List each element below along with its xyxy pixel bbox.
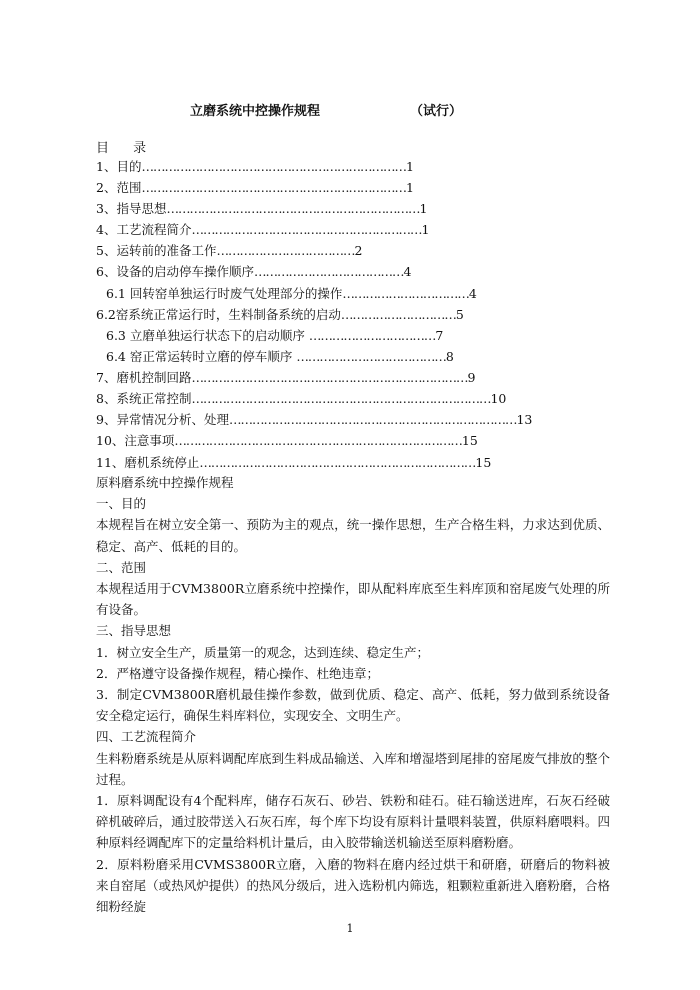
toc-entry-dots: ………………………………… [296, 349, 446, 364]
paragraph: 2．原料粉磨采用CVMS3800R立磨，入磨的物料在磨内经过烘干和研磨，研磨后的物料被来自窑尾（或热风炉提供）的热风分级后，进入选粉机内筛选，粗颗粒重新进入磨粉磨，合格细粉经旋 [96, 856, 610, 915]
toc-entry-dots: …………………………………………………… [191, 222, 422, 237]
toc-entry-dots: …………………………… [308, 328, 436, 343]
title-note: （试行） [410, 104, 463, 119]
toc-entry [96, 453, 491, 473]
paragraph: 生料粉磨系统是从原料调配库底到生料成品输送、入库和增湿塔到尾排的窑尾废气排放的整个过程。 [96, 750, 610, 787]
toc-entry [96, 389, 506, 409]
toc-entry-page: 5 [455, 307, 464, 322]
toc-entry-page: 7 [435, 328, 444, 343]
paragraph: 3．制定CVM3800R磨机最佳操作参数，做到优质、稳定、高产、低耗，努力做到系统设备安全稳定运行，确保生料库料位，实现安全、文明生产。 [96, 687, 610, 724]
toc-entry-page: 2 [354, 243, 363, 258]
toc-entry-text: 4、工艺流程简介 [96, 222, 192, 237]
section-heading: 一、目的 [96, 496, 147, 512]
document-body [96, 472, 610, 917]
toc-entry-text: 5、运转前的准备工作 [96, 243, 217, 258]
toc-entry-page: 1 [405, 180, 414, 195]
toc-entry-dots: ……………………………… [216, 243, 355, 258]
toc-entry-dots: ………………………………… [253, 264, 404, 279]
toc-entry [96, 178, 414, 198]
paragraph: 本规程适用于CVM3800R立磨系统中控操作，即从配料库底至生料库顶和窑尾废气处理的所有设备。 [96, 581, 610, 618]
toc-entry-dots: ……………………………………………………………… [199, 455, 476, 470]
toc-entry-dots: …………………………………………………………… [141, 159, 406, 174]
paragraph: 1．树立安全生产，质量第一的观念，达到连续、稳定生产； [96, 644, 429, 660]
toc-entry-page: 15 [475, 455, 492, 470]
toc-entry-dots: …………………………… [342, 286, 469, 301]
paragraph: 2．严格遵守设备操作规程，精心操作、杜绝违章； [96, 665, 379, 681]
toc-entry-text: 6.3 立磨单独运行状态下的启动顺序 [106, 328, 309, 343]
toc-entry-page: 1 [405, 159, 414, 174]
toc-entry-text: 10、注意事项 [96, 433, 175, 448]
toc-entry-text: 11、磨机系统停止 [96, 455, 200, 470]
toc-entry-page: 4 [403, 264, 412, 279]
toc-entry [96, 241, 362, 261]
toc-entry-text: 2、范围 [96, 180, 142, 195]
toc-entry-dots: ………………………………………………………………… [228, 412, 517, 427]
toc-entry-dots: …………………………………………………………… [141, 180, 406, 195]
toc-entry [96, 368, 475, 388]
toc-entry [106, 347, 454, 367]
section-heading: 二、范围 [96, 559, 147, 575]
toc-entry-page: 9 [467, 370, 476, 385]
paragraph: 本规程旨在树立安全第一、预防为主的观点，统一操作思想，生产合格生料，力求达到优质、稳定、高产、低耗的目的。 [96, 517, 610, 554]
toc-entry-text: 9、异常情况分析、处理 [96, 412, 229, 427]
toc-entry-text: 6.4 窑正常运转时立磨的停车顺序 [106, 349, 297, 364]
toc-entry-page: 13 [516, 412, 533, 427]
toc-entry [96, 262, 411, 282]
toc-entry-text: 6.2窑系统正常运行时，生料制备系统的启动 [96, 307, 341, 322]
toc-entry-text: 1、目的 [96, 159, 142, 174]
toc-entry-page: 10 [490, 391, 507, 406]
title-text: 立磨系统中控操作规程 [190, 104, 321, 119]
toc-entry-dots: ……………………………………………………………… [191, 370, 468, 385]
toc-entry [96, 220, 429, 240]
section-heading: 四、工艺流程简介 [96, 729, 197, 745]
toc-entry-text: 6.1 回转窑单独运行时废气处理部分的操作 [106, 286, 343, 301]
toc-entry-text: 3、指导思想 [96, 201, 167, 216]
section-heading: 原料磨系统中控操作规程 [96, 475, 234, 490]
page-number: 1 [346, 922, 354, 935]
toc-entry-dots: ………………………… [340, 307, 456, 322]
toc-entry-page: 8 [445, 349, 454, 364]
toc-entry [106, 326, 443, 346]
toc-heading: 目 录 [96, 141, 157, 156]
toc-entry-dots: …………………………………………………………………… [191, 391, 491, 406]
toc-entry [96, 410, 532, 430]
toc-entry-page: 1 [421, 222, 430, 237]
document-title [190, 100, 463, 119]
toc-entry-text: 8、系统正常控制 [96, 391, 192, 406]
toc-entry [96, 199, 427, 219]
toc-entry-dots: ………………………………………………………… [166, 201, 420, 216]
toc-entry-page: 4 [468, 286, 477, 301]
section-heading: 三、指导思想 [96, 623, 172, 639]
toc-entry [106, 284, 477, 304]
toc-entry-page: 1 [419, 201, 428, 216]
toc-entry-text: 6、设备的启动停车操作顺序 [96, 264, 254, 279]
toc-entry-page: 15 [461, 433, 478, 448]
paragraph: 1．原料调配设有4个配料库，储存石灰石、砂岩、铁粉和硅石。硅石输送进库，石灰石经破碎机破碎后，通过胶带送入石灰石库，每个库下均设有原料计量喂料装置，供原料磨喂料。四种原料经调配库下的定量给料机计量后，由入胶带输送机输送至原料磨粉磨。 [96, 793, 610, 851]
toc-entry [96, 157, 414, 177]
toc-entry [96, 431, 478, 451]
toc-entry [96, 305, 464, 325]
toc-entry-text: 7、磨机控制回路 [96, 370, 192, 385]
toc-entry-dots: ………………………………………………………………… [174, 433, 462, 448]
